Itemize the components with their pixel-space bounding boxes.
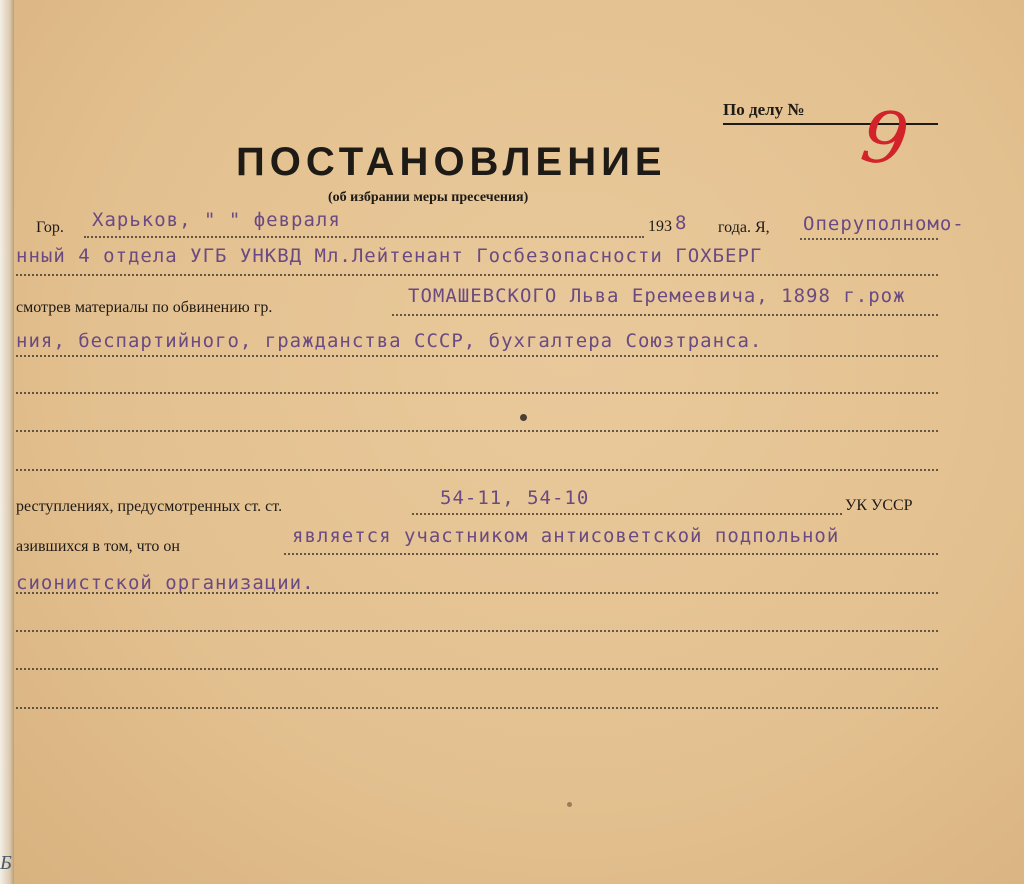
blank-rule-4 [16, 630, 938, 632]
margin-handwritten-mark: Б [0, 852, 12, 874]
case-number-handwritten: 9 [856, 93, 914, 183]
year-prefix: 193 [648, 218, 672, 235]
page-left-edge [0, 0, 14, 884]
reviewed-label: смотрев материалы по обвинению гр. [16, 299, 273, 316]
officer-typed-1: Оперуполномо- [803, 213, 965, 235]
accused-typed-1: ТОМАШЕВСКОГО Льва Еремеевича, 1898 г.рож [408, 285, 906, 307]
city-label: Гор. [36, 219, 64, 236]
officer-rule-1 [800, 238, 938, 240]
code-label: УК УССР [845, 497, 913, 514]
blank-rule-6 [16, 707, 938, 709]
year-typed: 8 [675, 212, 688, 234]
ink-spot [567, 802, 572, 807]
fact-label: азившихся в том, что он [16, 538, 180, 555]
articles-typed: 54-11, 54-10 [440, 487, 590, 509]
fact-rule-1 [284, 553, 938, 555]
officer-typed-2: нный 4 отдела УГБ УНКВД Мл.Лейтенант Госбезопасности ГОХБЕРГ [16, 245, 763, 267]
case-number-label: По делу № [723, 100, 805, 119]
fact-typed-1: является участником антисоветской подпольной [292, 525, 840, 547]
articles-rule [412, 513, 842, 515]
document-subtitle: (об избрании меры пресечения) [328, 190, 529, 205]
blank-rule-5 [16, 668, 938, 670]
accused-rule-2 [16, 355, 938, 357]
crimes-label: реступлениях, предусмотренных ст. ст. [16, 498, 283, 515]
document-title: ПОСТАНОВЛЕНИЕ [236, 140, 667, 184]
year-suffix: года. Я, [718, 219, 770, 236]
fact-typed-2: сионистской организации. [16, 572, 315, 594]
fact-rule-2 [16, 592, 938, 594]
accused-typed-2: ния, беспартийного, гражданства СССР, бухгалтера Союзтранса. [16, 330, 763, 352]
city-typed: Харьков, " " февраля [92, 209, 341, 231]
accused-rule-1 [392, 314, 938, 316]
blank-rule-3 [16, 469, 938, 471]
ink-dot [520, 414, 527, 421]
blank-rule-1 [16, 392, 938, 394]
blank-rule-2 [16, 430, 938, 432]
officer-rule-2 [16, 274, 938, 276]
city-rule [84, 236, 644, 238]
